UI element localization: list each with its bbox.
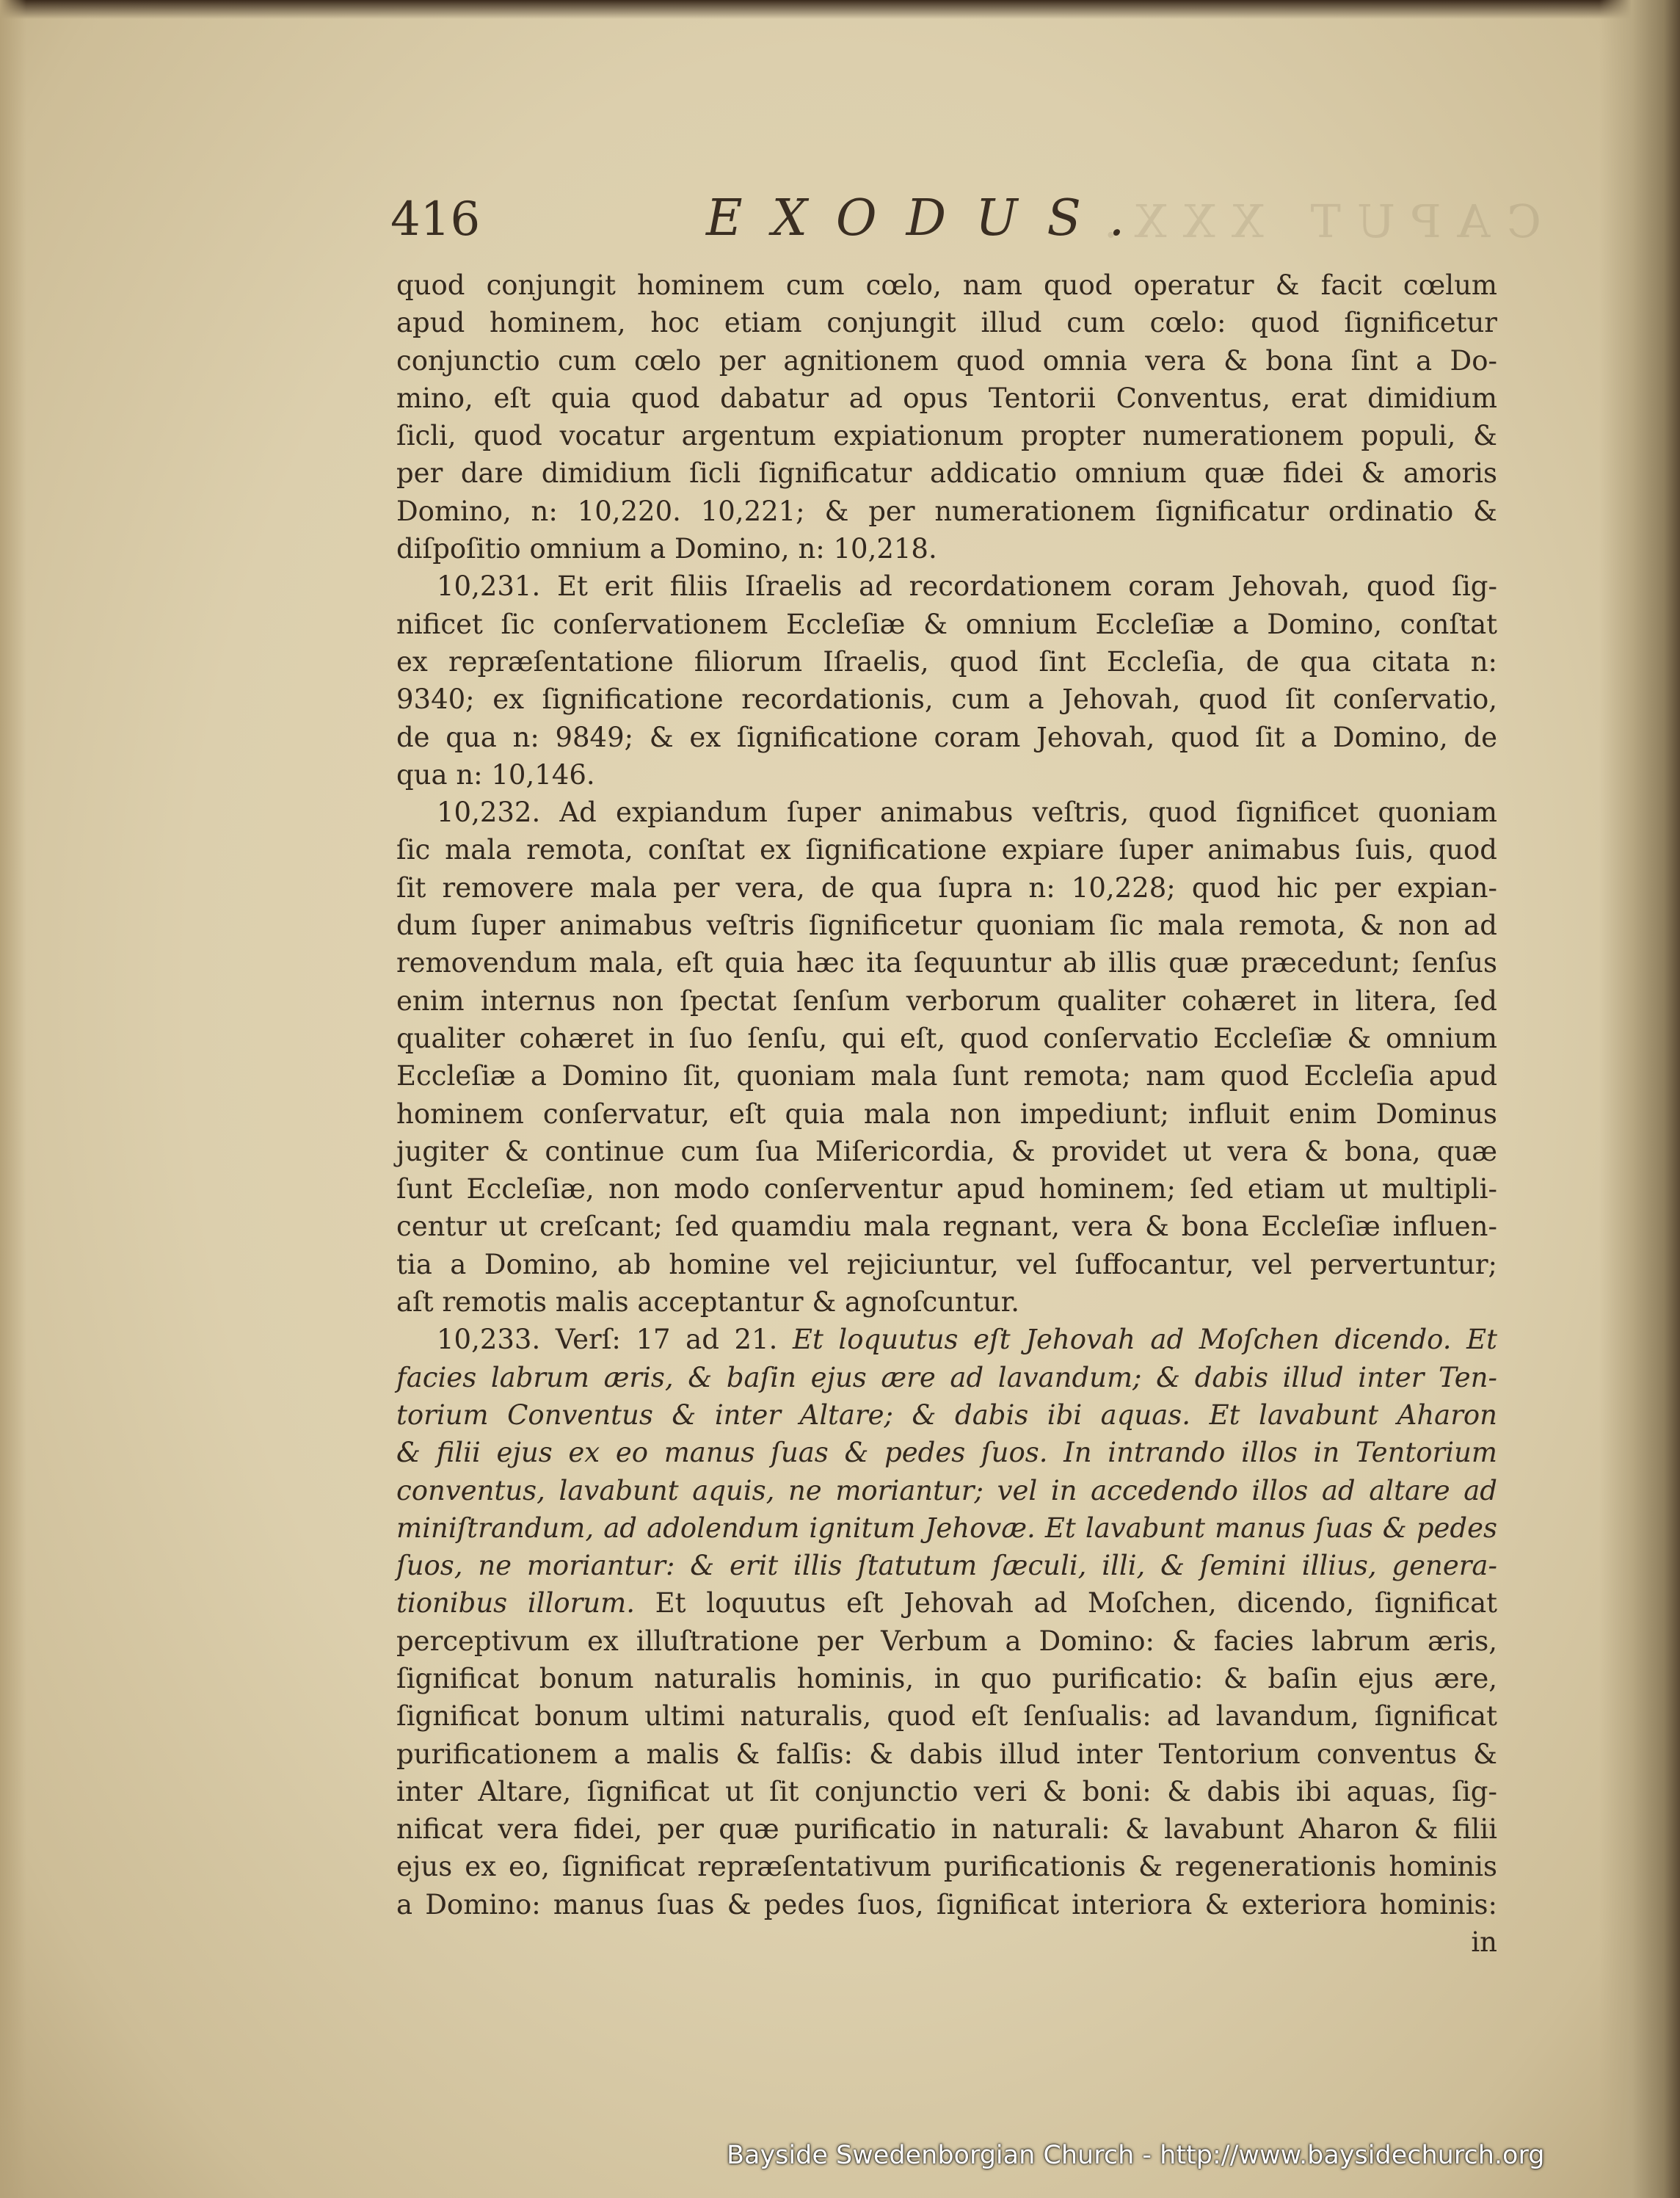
text-line: ſignificat bonum naturalis hominis, in quo purificatio: & baſin ejus ære, — [396, 1662, 1497, 1694]
page-number: 416 — [390, 192, 481, 247]
page-left-edge — [0, 0, 26, 2198]
text-line: diſpoſitio omnium a Domino, n: 10,218. — [396, 533, 937, 565]
text-line: Eccleſiæ a Domino ſit, quoniam mala ſunt remota; nam quod Eccleſia apud — [396, 1060, 1497, 1092]
text-line — [396, 1584, 1497, 1622]
text-line: qualiter cohæret in ſuo ſenſu, qui eſt, quod conſervatio Eccleſiæ & omnium — [396, 1022, 1497, 1054]
text-line: apud hominem, hoc etiam conjungit illud cum cœlo: quod ſignificetur — [396, 307, 1497, 339]
text-line: ſignificat bonum ultimi naturalis, quod eſt ſenſualis: ad lavandum, ſignificat — [396, 1700, 1497, 1733]
text-line: nificat vera fidei, per quæ purificatio in naturali: & lavabunt Aharon & filii — [396, 1813, 1497, 1846]
page-header — [390, 189, 1506, 255]
text-line: jugiter & continue cum ſua Miſericordia, & providet ut vera & bona, quæ — [396, 1135, 1497, 1167]
catchword: in — [1471, 1926, 1497, 1959]
watermark-footer: Bayside Swedenborgian Church - http://www.baysidechurch.org — [727, 2141, 1545, 2170]
text-line: centur ut creſcant; ſed quamdiu mala regnant, vera & bona Eccleſiæ influen- — [396, 1211, 1497, 1243]
verse-reference: 10,233. Verſ: 17 ad 21. — [437, 1324, 778, 1356]
bleed-through-text: CAPUT XXX. — [1087, 195, 1541, 248]
italic-verse-text: Et loquutus eſt Jehovah ad Moſchen dicendo. Et — [792, 1324, 1497, 1356]
text-line: qua n: 10,146. — [396, 758, 595, 791]
text-line: de qua n: 9849; & ex ſignificatione coram Jehovah, quod ſit a Domino, de — [396, 721, 1497, 753]
italic-text-line: miniſtrandum, ad adolendum ignitum Jehovæ. Et lavabunt manus ſuas & pedes — [396, 1512, 1497, 1544]
text-line: hominem conſervatur, eſt quia mala non impediunt; influit enim Dominus — [396, 1098, 1497, 1130]
text-line: dum ſuper animabus veſtris ſignificetur quoniam ſic mala remota, & non ad — [396, 910, 1497, 942]
italic-text-line: torium Conventus & inter Altare; & dabis ibi aquas. Et lavabunt Aharon — [396, 1399, 1497, 1431]
text-line: conjunctio cum cœlo per agnitionem quod omnia vera & bona ſint a Do- — [396, 344, 1497, 377]
text-line: per dare dimidium ſicli ſignificatur addicatio omnium quæ fidei & amoris — [396, 457, 1497, 490]
text-line: ſic mala remota, conſtat ex ſignificatione expiare ſuper animabus ſuis, quod — [396, 834, 1497, 866]
italic-verse-end: tionibus illorum. — [396, 1587, 635, 1620]
text-line: nificet ſic conſervationem Eccleſiæ & omnium Eccleſiæ a Domino, conſtat — [396, 608, 1497, 640]
page-top-shadow — [0, 0, 1680, 19]
text-line: perceptivum ex illuſtratione per Verbum a Domino: & facies labrum æris, — [396, 1625, 1497, 1657]
paragraph-10233-start — [396, 1321, 1497, 1358]
text-line: enim internus non ſpectat ſenſum verborum qualiter cohæret in litera, ſed — [396, 984, 1497, 1017]
text-line: 9340; ex ſignificatione recordationis, cum a Jehovah, quod ſit conſervatio, — [396, 683, 1497, 716]
text-line: tia a Domino, ab homine vel rejiciuntur, vel ſuffocantur, vel pervertuntur; — [396, 1248, 1497, 1280]
running-title: EXODUS. — [706, 189, 1154, 247]
text-line: quod conjungit hominem cum cœlo, nam quod operatur & facit cœlum — [396, 269, 1497, 301]
text-line: mino, eſt quia quod dabatur ad opus Tentorii Conventus, erat dimidium — [396, 382, 1497, 414]
text-line: ejus ex eo, ſignificat repræſentativum purificationis & regenerationis hominis — [396, 1851, 1497, 1883]
italic-text-line: facies labrum æris, & baſin ejus ære ad lavandum; & dabis illud inter Ten- — [396, 1361, 1497, 1393]
text-line: ſit removere mala per vera, de qua ſupra n: 10,228; quod hic per expian- — [396, 871, 1497, 904]
text-line: Domino, n: 10,220. 10,221; & per numerationem ſignificatur ordinatio & — [396, 495, 1497, 527]
text-line: ſicli, quod vocatur argentum expiationum propter numerationem populi, & — [396, 420, 1497, 452]
italic-text-line: conventus, lavabunt aquis, ne moriantur; vel in accedendo illos ad altare ad — [396, 1474, 1497, 1506]
text-line: inter Altare, ſignificat ut ſit conjunctio veri & boni: & dabis ibi aquas, ſig- — [396, 1775, 1497, 1807]
text-line: ſunt Eccleſiæ, non modo conſerventur apud hominem; ſed etiam ut multipli- — [396, 1173, 1497, 1205]
body-text — [396, 266, 1497, 1961]
text-line: a Domino: manus ſuas & pedes ſuos, ſignificat interiora & exteriora hominis: — [396, 1888, 1497, 1920]
text-line: purificationem a malis & falſis: & dabis illud inter Tentorium conventus & — [396, 1738, 1497, 1770]
text-line: aſt remotis malis acceptantur & agnoſcuntur. — [396, 1286, 1020, 1319]
text-line: ex repræſentatione filiorum Iſraelis, quod ſint Eccleſia, de qua citata n: — [396, 645, 1497, 678]
book-gutter — [1599, 0, 1680, 2198]
italic-text-line: & filii ejus ex eo manus ſuas & pedes ſuos. In intrando illos in Tentorium — [396, 1437, 1497, 1469]
commentary-start: Et loquutus eſt Jehovah ad Moſchen, dicendo, ſignificat — [655, 1587, 1498, 1620]
italic-text-line: ſuos, ne moriantur: & erit illis ſtatutum ſæculi, illi, & ſemini illius, genera- — [396, 1550, 1497, 1582]
paragraph-10231-start: 10,231. Et erit filiis Iſraelis ad recordationem coram Jehovah, quod ſig- — [437, 570, 1497, 603]
text-line: removendum mala, eſt quia hæc ita ſequuntur ab illis quæ præcedunt; ſenſus — [396, 947, 1497, 979]
paragraph-10232-start: 10,232. Ad expiandum ſuper animabus veſtris, quod ſignificet quoniam — [437, 797, 1497, 829]
